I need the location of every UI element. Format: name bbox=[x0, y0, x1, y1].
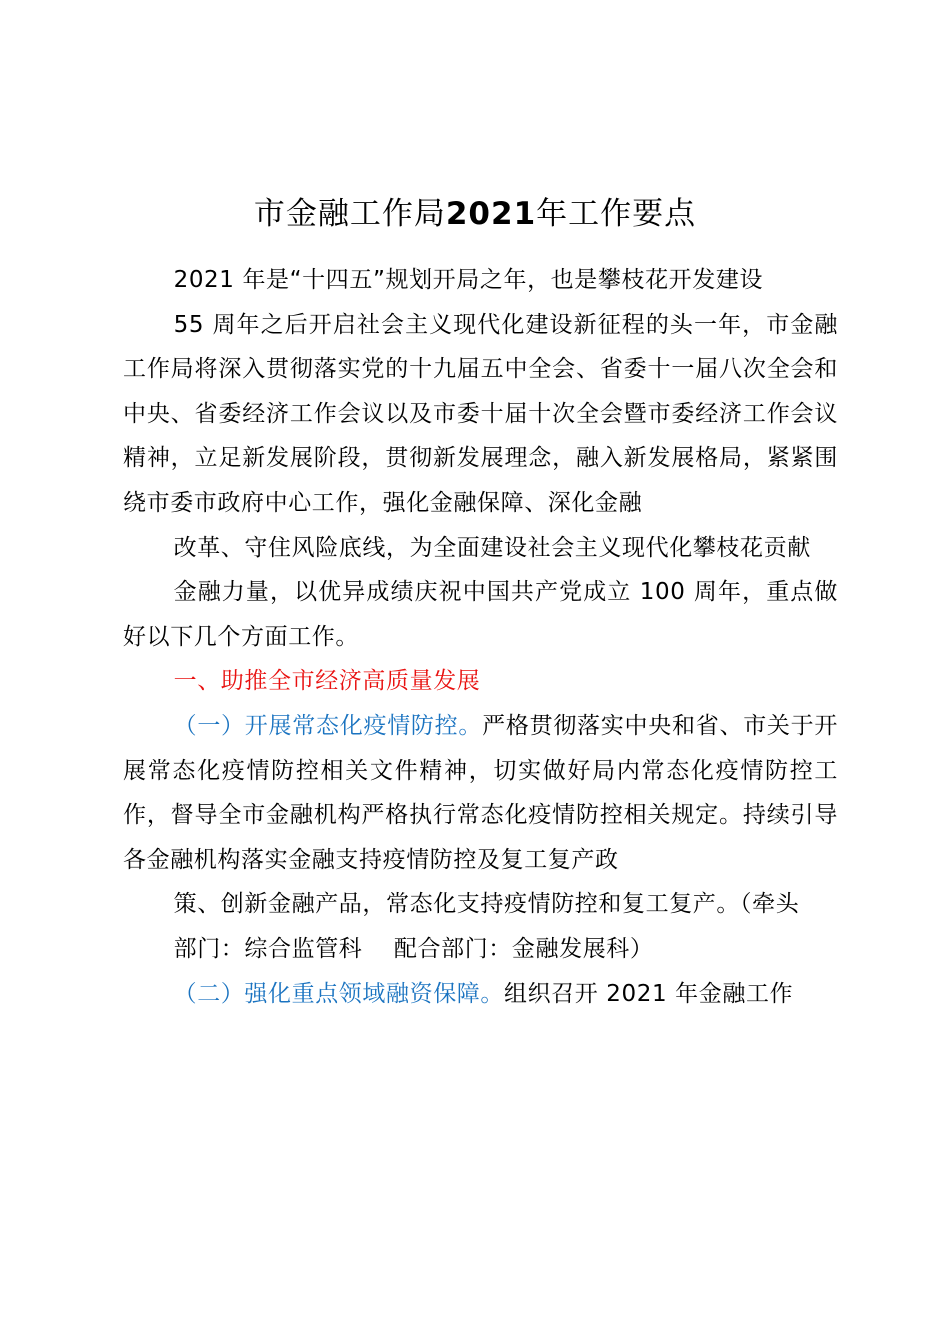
intro-paragraph-4: 金融力量，以优异成绩庆祝中国共产党成立 100 周年，重点做好以下几个方面工作。 bbox=[123, 579, 838, 650]
document-title bbox=[0, 192, 950, 236]
item-1-heading: （一）开展常态化疫情防控。 bbox=[173, 712, 483, 739]
title-prefix: 市金融工作局 bbox=[253, 196, 446, 232]
title-year: 2021 bbox=[445, 196, 537, 232]
title-suffix: 年工作要点 bbox=[536, 196, 697, 232]
intro-paragraph-1: 2021 年是“十四五”规划开局之年，也是攀枝花开发建设 bbox=[173, 267, 764, 293]
item-1-continuation: 策、创新金融产品，常态化支持疫情防控和复工复产。（牵头 bbox=[173, 891, 800, 918]
section-1-heading: 一、助推全市经济高质量发展 bbox=[173, 668, 481, 695]
item-1-paragraph bbox=[123, 704, 838, 882]
intro-paragraph-2: 55 周年之后开启社会主义现代化建设新征程的头一年，市金融工作局将深入贯彻落实党的十九届五中全会、省委十一届八次全会和中央、省委经济工作会议以及市委十届十次全会暨市委经济工作会议精神，立足新发展阶段，贯彻新发展理念，融入新发展格局，紧紧围绕市委市政府中心工作，强化金融保障、深化金融 bbox=[123, 311, 838, 516]
item-1-departments: 部门：综合监管科 配合部门：金融发展科） bbox=[173, 935, 654, 962]
item-2-paragraph bbox=[123, 972, 838, 1017]
item-2-text: 组织召开 2021 年金融工作 bbox=[504, 980, 794, 1007]
item-2-heading: （二）强化重点领域融资保障。 bbox=[173, 980, 504, 1007]
item-1-text: 严格贯彻落实中央和省、市关于开展常态化疫情防控相关文件精神，切实做好局内常态化疫情防控工作，督导全市金融机构严格执行常态化疫情防控相关规定。持续引导各金融机构落实金融支持疫情防控及复工复产政 bbox=[123, 712, 838, 873]
document-body bbox=[123, 258, 838, 1016]
intro-paragraph-3: 改革、守住风险底线，为全面建设社会主义现代化攀枝花贡献 bbox=[173, 534, 811, 561]
